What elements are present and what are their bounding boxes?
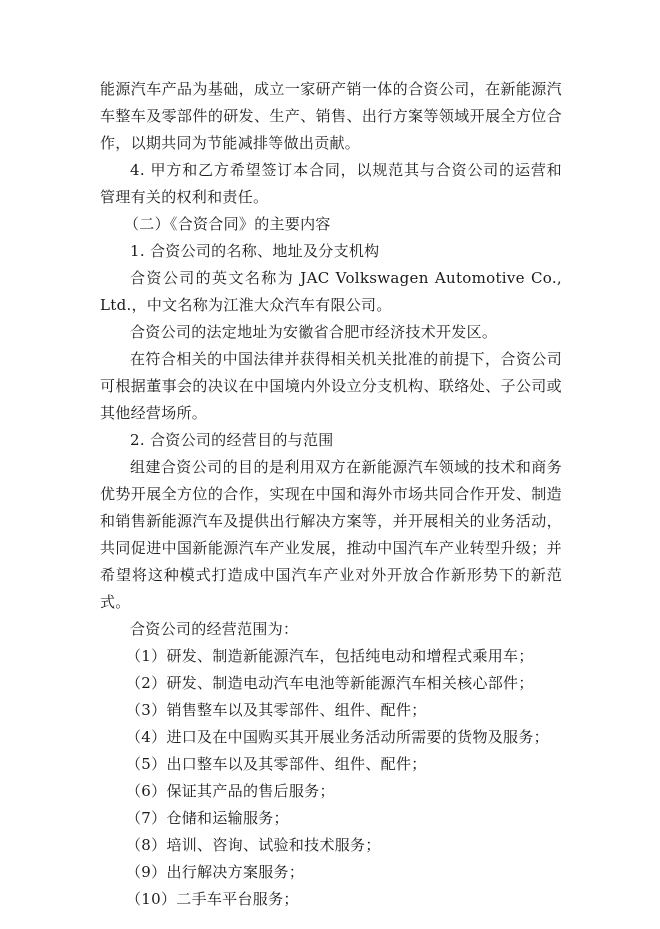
paragraph-purpose: 组建合资公司的目的是利用双方在新能源汽车领域的技术和商务优势开展全方位的合作，实现在中国和海外市场共同合作开发、制造和销售新能源汽车及提供出行解决方案等，并开展相关的业务活动，共同促进中国新能源汽车产业发展，推动中国汽车产业转型升级；并希望将这种模式打造成中国汽车产业对外开放合作新形势下的新范式。 <box>100 458 562 611</box>
paragraph-english-name: 合资公司的英文名称为 JAC Volkswagen Automotive Co., Ltd.，中文名称为江淮大众汽车有限公司。 <box>100 269 562 314</box>
scope-list-item: （2）研发、制造电动汽车电池等新能源汽车相关核心部件； <box>126 674 534 692</box>
scope-list-item: （8）培训、咨询、试验和技术服务； <box>126 836 381 854</box>
subheading-name-address: 1. 合资公司的名称、地址及分支机构 <box>130 242 380 260</box>
document-page <box>100 76 562 913</box>
section-heading-joint-venture-contract: （二）《合资合同》的主要内容 <box>124 215 331 233</box>
scope-list-item: （7）仓储和运输服务； <box>126 809 289 827</box>
scope-list-item: （3）销售整车以及其零部件、组件、配件； <box>126 701 427 719</box>
paragraph-legal-address: 合资公司的法定地址为安徽省合肥市经济技术开发区。 <box>130 323 498 341</box>
scope-list-item: （10）二手车平台服务； <box>126 890 299 908</box>
subheading-purpose-scope: 2. 合资公司的经营目的与范围 <box>130 431 334 449</box>
paragraph-item-4: 4. 甲方和乙方希望签订本合同，以规范其与合资公司的运营和管理有关的权利和责任。 <box>100 161 562 206</box>
paragraph-intro-continuation: 能源汽车产品为基础，成立一家研产销一体的合资公司，在新能源汽车整车及零部件的研发、生产、销售、出行方案等领域开展全方位合作，以期共同为节能减排等做出贡献。 <box>100 80 562 152</box>
scope-list-item: （4）进口及在中国购买其开展业务活动所需要的货物及服务； <box>126 728 549 746</box>
scope-list-item: （5）出口整车以及其零部件、组件、配件； <box>126 755 427 773</box>
scope-list-item: （1）研发、制造新能源汽车，包括纯电动和增程式乘用车； <box>126 647 534 665</box>
scope-list-item: （6）保证其产品的售后服务； <box>126 782 335 800</box>
scope-list-item: （9）出行解决方案服务； <box>126 863 305 881</box>
paragraph-scope-intro: 合资公司的经营范围为： <box>130 620 299 638</box>
paragraph-branches: 在符合相关的中国法律并获得相关机关批准的前提下，合资公司可根据董事会的决议在中国境内外设立分支机构、联络处、子公司或其他经营场所。 <box>100 350 562 422</box>
